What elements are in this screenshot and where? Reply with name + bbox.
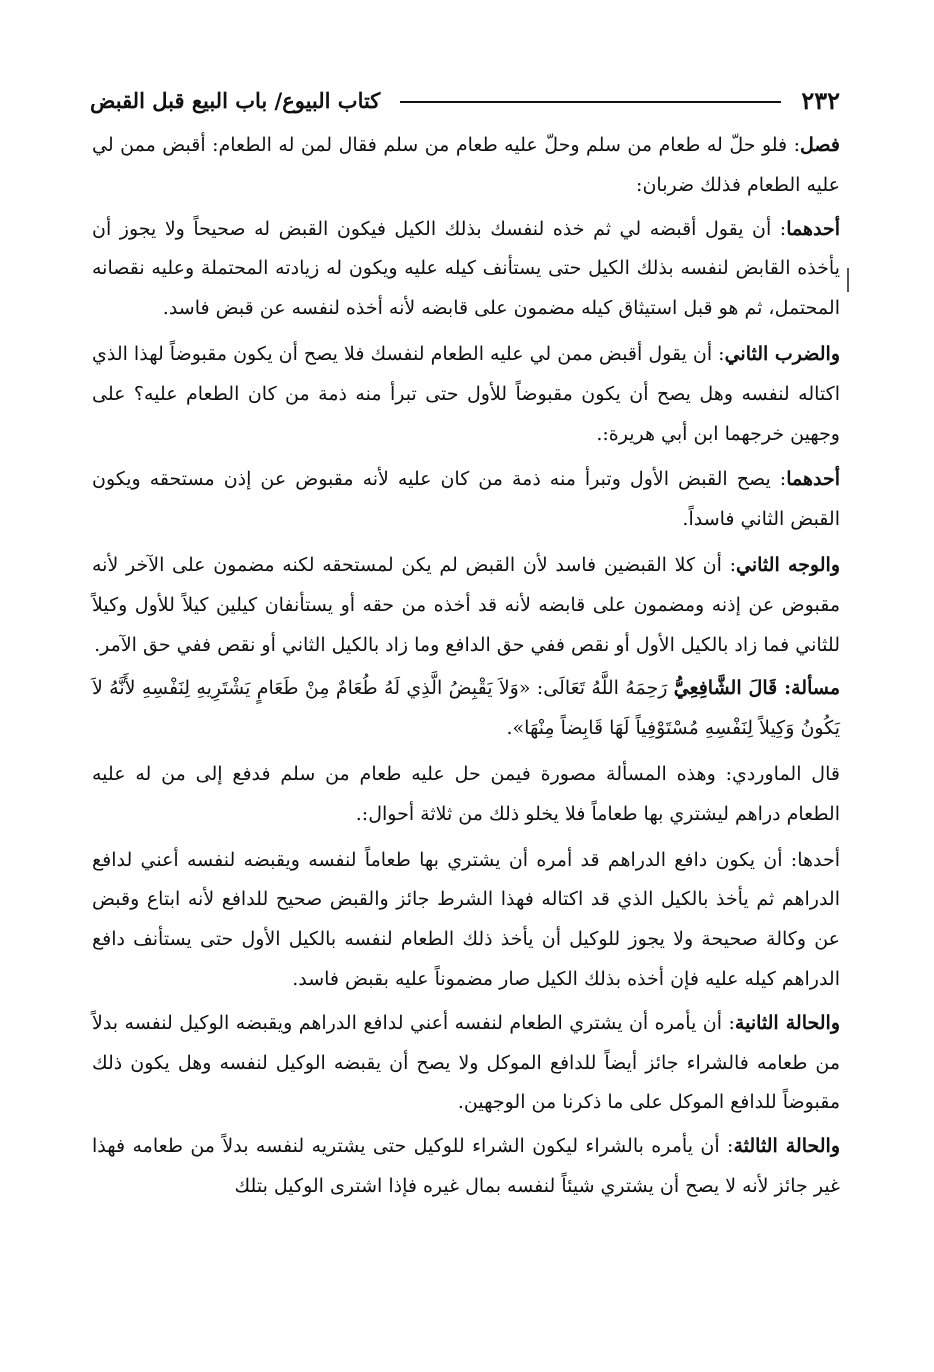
paragraph-masala [92, 669, 840, 749]
paragraph-lead: أحدهما [786, 217, 840, 240]
paragraph-text: : أن يأمره بالشراء ليكون الشراء للوكيل حتى يشتريه لنفسه بدلاً من طعامه فهذا غير جائز لأنه لا يصح أن يشتري شيئاً لنفسه بمال غيره فإذا اشترى الوكيل بتلك [92, 1135, 840, 1197]
paragraph-first-type [92, 210, 840, 329]
paragraph-text: : أن كلا القبضين فاسد لأن القبض لم يكن لمستحقه لكنه مضمون على الآخر لأنه مقبوض عن إذنه ومضمون على قابضه لأنه قد أخذه من حقه أو يستأنفان كيلين كيلاً للأول وكيلاً للثاني فما زاد بالكيل الأول أو نقص ففي حق الدافع وما زاد بالكيل الثاني أو نقص ففي حق الآمر. [92, 553, 840, 656]
paragraph-first-aspect [92, 460, 840, 540]
paragraph-lead: فصل [800, 134, 840, 156]
paragraph-text: : يصح القبض الأول وتبرأ منه ذمة من كان عليه لأنه مقبوض عن إذن مستحقه ويكون القبض الثاني فاسداً. [92, 468, 840, 531]
paragraph-lead: والحالة الثالثة [733, 1135, 841, 1158]
margin-mark [847, 268, 849, 292]
paragraph-mawardi [92, 755, 840, 835]
paragraph-lead: والوجه الثاني [736, 553, 840, 576]
running-header [90, 80, 840, 120]
paragraph-third-case [92, 1127, 840, 1207]
paragraph-text: أحدها: أن يكون دافع الدراهم قد أمره أن يشتري بها طعاماً لنفسه ويقبضه لنفسه أعني لدافع الدراهم ثم يأخذ بالكيل الذي قد اكتاله فهذا الشرط جائز والقبض صحيح للدافع لأنه ابتاع وقبض عن وكالة صحيحة ولا يجوز للوكيل أن يأخذ ذلك الطعام لنفسه بالكيل الأول حتى يستأنف دافع الدراهم كيله عليه فإن أخذه بذلك الكيل صار مضموناً عليه بقبض فاسد. [92, 848, 840, 990]
paragraph-lead: مسألة: قَالَ الشَّافِعِيُّ [673, 677, 841, 700]
paragraph-second-case [92, 1004, 840, 1123]
paragraph-text: : أن يقول أقبضه لي ثم خذه لنفسك بذلك الكيل فيكون القبض له صحيحاً ولا يجوز أن يأخذه القابض لنفسه بذلك الكيل حتى يستأنف كيله عليه ويكون له زيادته المحتملة وعليه نقصانه المحتمل، ثم هو قبل استيثاق كيله مضمون على قابضه لأنه أخذه لنفسه عن قبض فاسد. [92, 217, 840, 320]
chapter-title: كتاب البيوع/ باب البيع قبل القبض [90, 87, 381, 113]
paragraph-text: رَحِمَهُ اللَّهُ تَعَالَى: «وَلاَ يَقْبِضُ الَّذِي لَهُ طُعَامٌ مِنْ طَعَامٍ يَشْتَرِيهِ لِنَفْسِهِ لأَنَّهُ لاَ يَكُونُ وَكِيلاً لِنَفْسِهِ مُسْتَوْفِياً لَهَا قَابِضاً مِنْهَا». [92, 677, 840, 740]
paragraph-text: : أن يقول أقبض ممن لي عليه الطعام لنفسك فلا يصح أن يكون مقبوضاً لهذا الذي اكتاله لنفسه وهل يصح أن يكون مقبوضاً للأول حتى تبرأ منه ذمة من كان الطعام عليه؟ على وجهين خرجهما ابن أبي هريرة:. [91, 342, 840, 445]
page-body [92, 126, 840, 1211]
paragraph-lead: أحدهما [786, 468, 840, 491]
paragraph-text: قال الماوردي: وهذه المسألة مصورة فيمن حل عليه طعام من سلم فدفع إلى من له عليه الطعام دراهم ليشتري بها طعاماً فلا يخلو ذلك من ثلاثة أحوال:. [92, 762, 840, 825]
paragraph-fasl [92, 126, 840, 206]
paragraph-text: : أن يأمره أن يشتري الطعام لنفسه أعني لدافع الدراهم ويقبضه الوكيل لنفسه بدلاً من طعامه فالشراء جائز أيضاً للدافع الموكل ولا يصح أن يقبضه الوكيل لنفسه وهل يكون ذلك مقبوضاً للدافع الموكل على ما ذكرنا من الوجهين. [92, 1011, 840, 1114]
header-rule [400, 101, 781, 103]
paragraph-lead: والحالة الثانية [734, 1011, 841, 1034]
paragraph-second-aspect [92, 546, 840, 665]
paragraph-second-type [92, 335, 840, 454]
paragraph-first-case [92, 841, 840, 1000]
paragraph-lead: والضرب الثاني [724, 342, 840, 365]
paragraph-text: : فلو حلّ له طعام من سلم وحلّ عليه طعام من سلم فقال لمن له الطعام: أقبض ممن لي عليه الطعام فذلك ضربان: [92, 134, 840, 196]
page-number: ٢٣٢ [801, 85, 840, 115]
